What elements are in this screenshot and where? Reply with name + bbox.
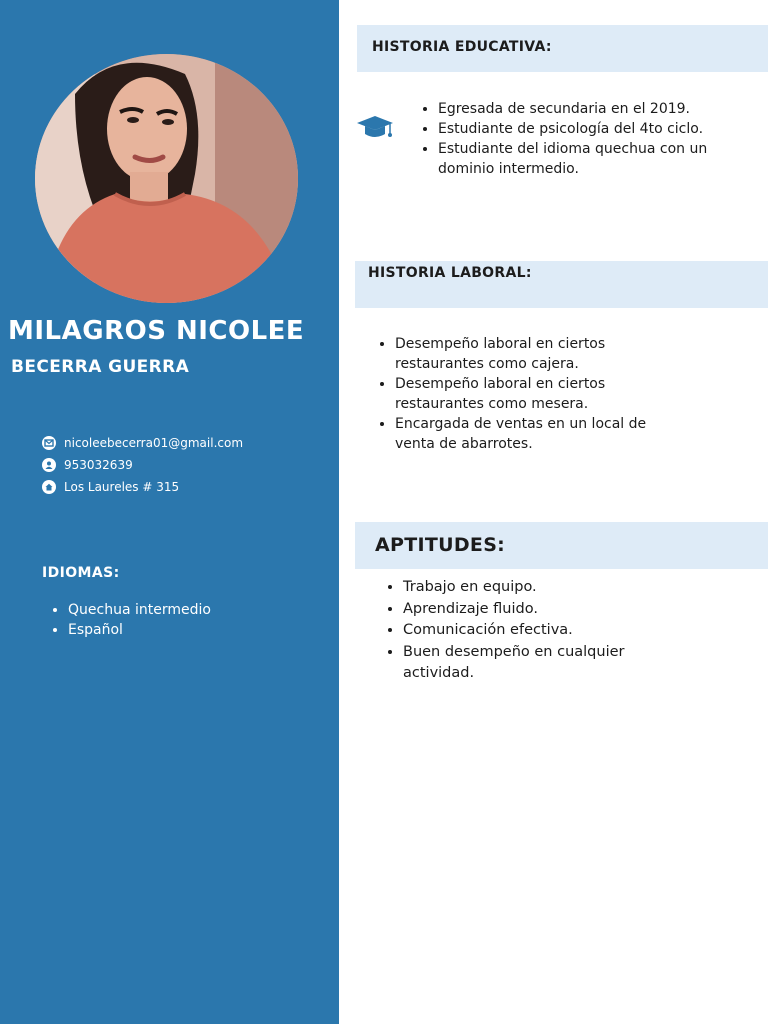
skills-title: APTITUDES: xyxy=(375,534,506,556)
skill-item: • Comunicación efectiva. xyxy=(403,620,673,642)
education-item: • Estudiante del idioma quechua con un dominio intermedio. xyxy=(438,139,738,179)
education-list xyxy=(416,99,738,179)
languages-title: IDIOMAS: xyxy=(42,565,120,581)
contact-phone-row xyxy=(42,454,332,476)
language-item: • Español xyxy=(68,620,211,640)
contact-email[interactable]: nicoleebecerra01@gmail.com xyxy=(64,436,244,450)
email-icon xyxy=(42,436,56,450)
education-item: • Estudiante de psicología del 4to ciclo. xyxy=(438,119,738,139)
skill-item: • Buen desempeño en cualquier actividad. xyxy=(403,642,673,685)
work-item: • Desempeño laboral en ciertos restaurantes como cajera. xyxy=(395,334,670,374)
work-item: • Encargada de ventas en un local de venta de abarrotes. xyxy=(395,414,670,454)
sidebar xyxy=(0,0,339,1024)
skill-item: • Trabajo en equipo. xyxy=(403,577,673,599)
languages-list xyxy=(42,600,211,640)
work-title: HISTORIA LABORAL: xyxy=(368,265,532,281)
skills-list xyxy=(381,577,673,685)
user-icon xyxy=(42,458,56,472)
contact-address: Los Laureles # 315 xyxy=(64,480,180,494)
surname-heading: BECERRA GUERRA xyxy=(11,357,190,377)
name-heading: MILAGROS NICOLEE xyxy=(8,316,305,346)
education-title: HISTORIA EDUCATIVA: xyxy=(372,39,552,55)
contact-phone: 953032639 xyxy=(64,458,133,472)
contact-email-row xyxy=(42,432,332,454)
education-item: • Egresada de secundaria en el 2019. xyxy=(438,99,738,119)
contact-block xyxy=(42,432,332,498)
work-list xyxy=(373,334,670,454)
language-item: • Quechua intermedio xyxy=(68,600,211,620)
contact-address-row xyxy=(42,476,332,498)
skill-item: • Aprendizaje fluido. xyxy=(403,599,673,621)
home-icon xyxy=(42,480,56,494)
profile-photo xyxy=(35,54,298,303)
work-item: • Desempeño laboral en ciertos restaurantes como mesera. xyxy=(395,374,670,414)
graduation-cap-icon xyxy=(355,114,395,146)
